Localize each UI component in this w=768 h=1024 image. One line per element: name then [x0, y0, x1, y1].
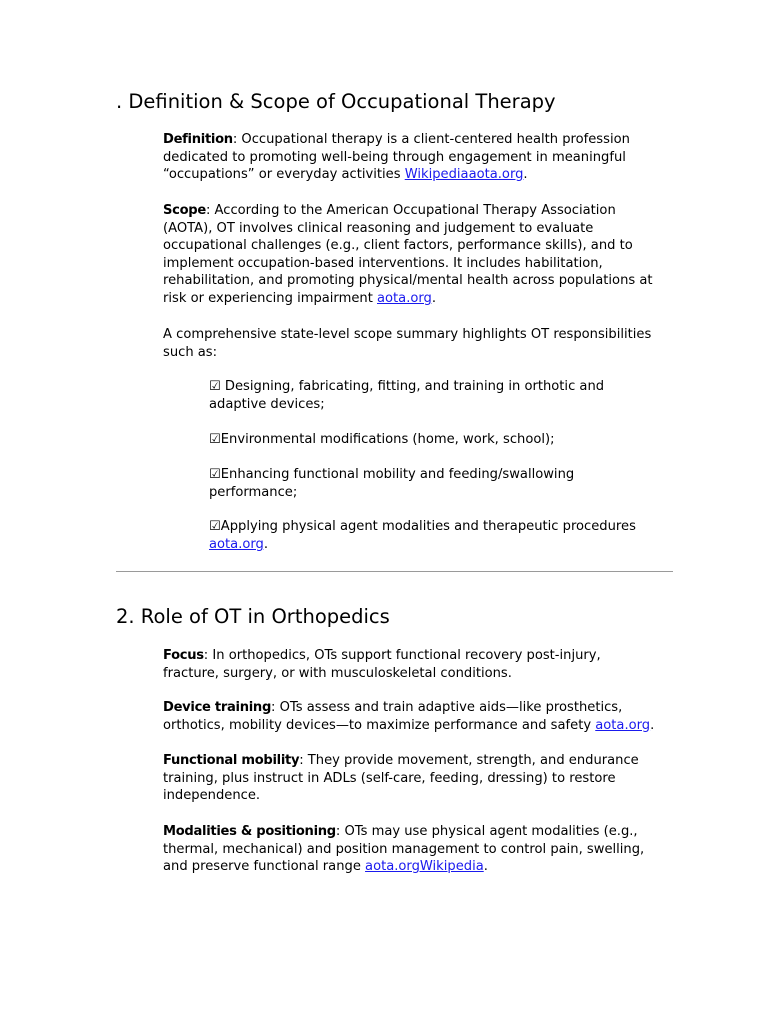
- horizontal-divider: [116, 571, 673, 572]
- checklist-item-text: Environmental modifications (home, work, school);: [220, 432, 555, 447]
- functional-mobility-text: : They provide movement, strength, and endurance training, plus instruct in ADLs (self-care, feeding, dressing) to restore independence.: [163, 753, 639, 804]
- modalities-end: .: [483, 859, 488, 875]
- checklist-item-end: .: [263, 536, 269, 552]
- definition-text: : Occupational therapy is a client-centered health profession dedicated to promoting well-being through engagement in meaningful “occupations” or everyday activities: [163, 132, 630, 183]
- scope-term: Scope: [163, 203, 206, 218]
- device-training-paragraph: [163, 699, 657, 734]
- section-2-heading: 2. Role of OT in Orthopedics: [116, 605, 390, 628]
- device-training-term: Device training: [163, 700, 272, 715]
- scope-paragraph: [163, 202, 657, 308]
- checkbox-icon: ☑: [209, 467, 221, 482]
- section-1-heading: . Definition & Scope of Occupational Therapy: [116, 90, 556, 113]
- checklist-link[interactable]: aota.org: [209, 536, 264, 552]
- checklist-item-text: Designing, fabricating, fitting, and training in orthotic and adaptive devices;: [209, 379, 605, 412]
- checklist-item: [209, 431, 659, 449]
- device-training-text: : OTs assess and train adaptive aids—like prosthetics, orthotics, mobility devices—to maximize performance and safety: [163, 700, 623, 733]
- modalities-text: : OTs may use physical agent modalities (e.g., thermal, mechanical) and position management to control pain, swelling, and preserve functional range: [163, 824, 645, 875]
- scope-text: : According to the American Occupational Therapy Association (AOTA), OT involves clinical reasoning and judgement to evaluate occupational challenges (e.g., client factors, performance skills), and to implement occupation-based interventions. It includes habilitation, rehabilitation, and promoting physical/mental health across populations at risk or experiencing impairment: [163, 203, 653, 306]
- definition-term: Definition: [163, 132, 233, 147]
- checkbox-icon: ☑: [209, 379, 221, 394]
- checkbox-icon: ☑: [209, 432, 221, 447]
- focus-paragraph: [163, 647, 657, 682]
- modalities-link[interactable]: aota.orgWikipedia: [365, 859, 484, 875]
- functional-mobility-paragraph: [163, 752, 657, 805]
- checklist-item-text: Applying physical agent modalities and therapeutic procedures: [220, 519, 636, 534]
- functional-mobility-term: Functional mobility: [163, 753, 300, 768]
- definition-end: .: [523, 167, 528, 183]
- definition-paragraph: [163, 131, 657, 184]
- modalities-term: Modalities & positioning: [163, 824, 336, 839]
- checklist-item: [209, 518, 659, 553]
- scope-summary-paragraph: A comprehensive state-level scope summary highlights OT responsibilities such as:: [163, 327, 652, 360]
- focus-text: : In orthopedics, OTs support functional recovery post-injury, fracture, surgery, or with musculoskeletal conditions.: [163, 648, 601, 681]
- checkbox-icon: ☑: [209, 519, 221, 534]
- focus-term: Focus: [163, 648, 204, 663]
- checklist-item-text: Enhancing functional mobility and feeding/swallowing performance;: [209, 467, 575, 500]
- checklist-item: [209, 378, 659, 413]
- scope-end: .: [431, 290, 437, 306]
- device-training-end: .: [650, 717, 655, 733]
- scope-link[interactable]: aota.org: [377, 290, 432, 306]
- modalities-paragraph: [163, 823, 657, 876]
- definition-link[interactable]: Wikipediaaota.org: [404, 167, 524, 183]
- device-training-link[interactable]: aota.org: [595, 717, 651, 733]
- checklist-item: [209, 466, 659, 501]
